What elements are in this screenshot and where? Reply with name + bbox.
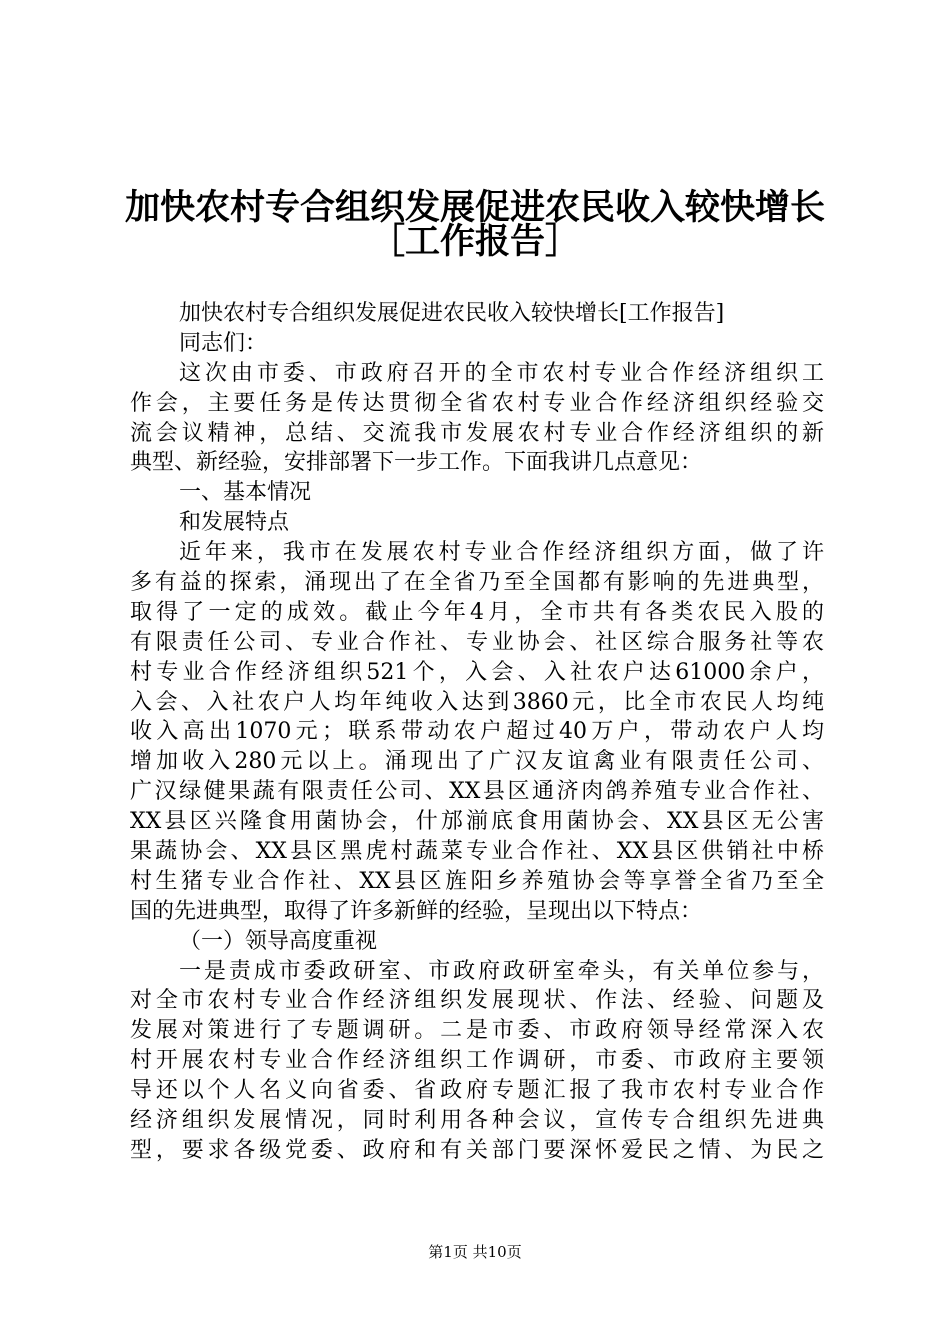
body-text-line: 村开展农村专业合作经济组织工作调研，市委、市政府主要领 — [130, 1048, 824, 1074]
body-text-line: 这次由市委、市政府召开的全市农村专业合作经济组织工 — [179, 360, 824, 386]
body-text-line: 加快农村专合组织发展促进农民收入较快增长[工作报告] — [179, 301, 725, 326]
body-text-line: 取得了一定的成效。截止今年4月，全市共有各类农民入股的 — [130, 599, 824, 625]
body-text-line: 一是责成市委政研室、市政府政研室牵头，有关单位参与， — [179, 958, 824, 984]
body-text-line: 增加收入280元以上。涌现出了广汉友谊禽业有限责任公司、 — [130, 749, 824, 775]
body-text-line: 同志们： — [179, 330, 268, 356]
body-text-line: 和发展特点 — [179, 510, 290, 536]
body-text-line: 国的先进典型，取得了许多新鲜的经验，呈现出以下特点： — [130, 898, 703, 924]
body-text-line: （一）领导高度重视 — [179, 928, 378, 954]
document-title-line-2: ［工作报告］ — [369, 222, 580, 262]
body-text-line: XX县区兴隆食用菌协会，什邡湔底食用菌协会、XX县区无公害 — [130, 809, 824, 835]
body-text-line: 一、基本情况 — [179, 480, 312, 506]
body-text-line: 收入高出1070元；联系带动农户超过40万户，带动农户人均 — [130, 719, 824, 745]
body-text-line: 经济组织发展情况，同时利用各种会议，宣传专合组织先进典 — [130, 1108, 824, 1134]
page-footer: 第1页 共10页 — [428, 1243, 522, 1261]
body-text-line: 近年来，我市在发展农村专业合作经济组织方面，做了许 — [179, 540, 824, 566]
body-text-line: 发展对策进行了专题调研。二是市委、市政府领导经常深入农 — [130, 1018, 824, 1044]
body-text-line: 入会、入社农户人均年纯收入达到3860元，比全市农民人均纯 — [130, 689, 824, 715]
body-text-line: 流会议精神，总结、交流我市发展农村专业合作经济组织的新 — [130, 420, 824, 446]
document-body — [130, 299, 824, 1166]
body-text-line: 型，要求各级党委、政府和有关部门要深怀爱民之情、为民之 — [130, 1137, 824, 1163]
body-text-line: 典型、新经验，安排部署下一步工作。下面我讲几点意见： — [130, 450, 703, 476]
body-text-line: 广汉绿健果蔬有限责任公司、XX县区通济肉鸽养殖专业合作社、 — [130, 779, 824, 805]
body-text-line: 对全市农村专业合作经济组织发展现状、作法、经验、问题及 — [130, 988, 824, 1014]
body-text-line: 村生猪专业合作社、XX县区旌阳乡养殖协会等享誉全省乃至全 — [130, 868, 824, 894]
body-text-line: 果蔬协会、XX县区黑虎村蔬菜专业合作社、XX县区供销社中桥 — [130, 839, 824, 865]
document-title-line-1: 加快农村专合组织发展促进农民收入较快增长 — [124, 188, 825, 228]
body-text-line: 有限责任公司、专业合作社、专业协会、社区综合服务社等农 — [130, 629, 824, 655]
body-text-line: 多有益的探索，涌现出了在全省乃至全国都有影响的先进典型， — [130, 570, 824, 596]
body-text-line: 导还以个人名义向省委、省政府专题汇报了我市农村专业合作 — [130, 1078, 824, 1104]
body-text-line: 村专业合作经济组织521个，入会、入社农户达61000余户， — [130, 659, 824, 685]
body-text-line: 作会，主要任务是传达贯彻全省农村专业合作经济组织经验交 — [130, 390, 824, 416]
